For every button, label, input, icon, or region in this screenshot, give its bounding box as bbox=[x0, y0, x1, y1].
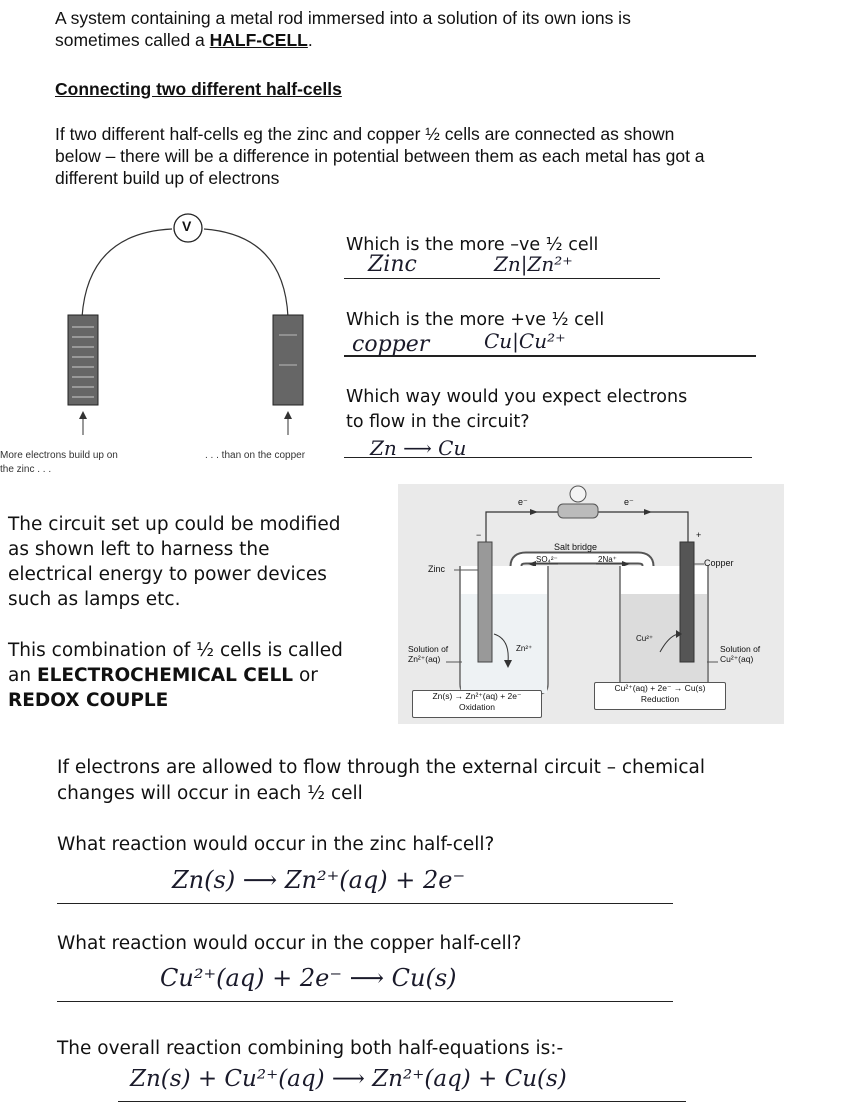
question-electron-flow-2: to flow in the circuit? bbox=[346, 412, 530, 432]
question-electron-flow-1: Which way would you expect electrons bbox=[346, 387, 688, 407]
arrow-up-icon bbox=[284, 411, 292, 419]
cell-text-1: The circuit set up could be modified bbox=[8, 514, 341, 535]
question-zinc-reaction: What reaction would occur in the zinc half-cell? bbox=[57, 834, 495, 855]
answer-line bbox=[344, 277, 660, 279]
para-line-2: below – there will be a difference in potential between them as each metal has got a bbox=[55, 146, 705, 166]
question-positive-cell: Which is the more +ve ½ cell bbox=[346, 310, 605, 330]
section-heading: Connecting two different half-cells bbox=[55, 79, 342, 99]
oxidation-label: Oxidation bbox=[459, 702, 495, 712]
solution-left-1: Solution of bbox=[408, 644, 449, 654]
plus-sign: + bbox=[696, 530, 702, 540]
intro-prefix: sometimes called a bbox=[55, 30, 210, 50]
oxidation-equation: Zn(s) → Zn²⁺(aq) + 2e⁻ bbox=[432, 691, 522, 701]
answer-line bbox=[118, 1100, 686, 1102]
half-cell-term: HALF-CELL bbox=[209, 30, 308, 50]
answer-line bbox=[57, 902, 673, 904]
combination-suffix: or bbox=[293, 665, 318, 686]
reduction-equation: Cu²⁺(aq) + 2e⁻ → Cu(s) bbox=[614, 683, 706, 693]
zinc-rod bbox=[478, 542, 492, 662]
lamp-base bbox=[558, 504, 598, 518]
arrow-right-icon bbox=[530, 509, 538, 515]
combination-line-2 bbox=[8, 665, 318, 687]
cell-text-4: such as lamps etc. bbox=[8, 589, 181, 610]
sodium-label: 2Na⁺ bbox=[598, 555, 617, 564]
para-line-1: If two different half-cells eg the zinc and copper ½ cells are connected as shown bbox=[55, 124, 675, 144]
cell-text-2: as shown left to harness the bbox=[8, 539, 270, 560]
answer-copper-notation: Cu|Cu²⁺ bbox=[484, 329, 566, 353]
solution-right-2: Cu²⁺(aq) bbox=[720, 654, 754, 664]
answer-zinc: Zinc bbox=[368, 252, 417, 277]
question-copper-reaction: What reaction would occur in the copper half-cell? bbox=[57, 933, 522, 954]
answer-zinc-reaction: Zn(s) ⟶ Zn²⁺(aq) + 2e⁻ bbox=[172, 866, 466, 894]
zinc-electrode bbox=[68, 315, 98, 405]
question-negative-cell: Which is the more –ve ½ cell bbox=[346, 235, 599, 255]
sulfate-label: SO₄²⁻ bbox=[536, 555, 558, 564]
answer-copper: copper bbox=[352, 332, 430, 357]
voltmeter-label: V bbox=[182, 218, 192, 234]
redox-couple-term: REDOX COUPLE bbox=[8, 690, 169, 711]
electron-label-right: e⁻ bbox=[624, 497, 634, 507]
zinc-label: Zinc bbox=[428, 564, 446, 574]
cell-text-3: electrical energy to power devices bbox=[8, 564, 327, 585]
electron-label-left: e⁻ bbox=[518, 497, 528, 507]
answer-overall-reaction: Zn(s) + Cu²⁺(aq) ⟶ Zn²⁺(aq) + Cu(s) bbox=[130, 1066, 567, 1092]
right-caption: . . . than on the copper bbox=[205, 450, 306, 461]
intro-line-2 bbox=[55, 30, 313, 51]
arrow-up-icon bbox=[79, 411, 87, 419]
left-caption-1: More electrons build up on bbox=[0, 450, 118, 461]
simple-circuit-diagram bbox=[0, 205, 340, 485]
lower-para-1: If electrons are allowed to flow through the external circuit – chemical bbox=[57, 757, 705, 778]
electrochemical-cell-figure bbox=[398, 484, 784, 724]
copper-label: Copper bbox=[704, 558, 734, 568]
reduction-label: Reduction bbox=[640, 694, 680, 704]
electrochemical-cell-term: ELECTROCHEMICAL CELL bbox=[36, 665, 294, 686]
answer-line bbox=[57, 1000, 673, 1002]
answer-zinc-notation: Zn|Zn²⁺ bbox=[494, 252, 573, 276]
left-caption-2: the zinc . . . bbox=[0, 464, 52, 475]
arrow-right-icon bbox=[644, 509, 652, 515]
copper-rod bbox=[680, 542, 694, 662]
para-line-3: different build up of electrons bbox=[55, 168, 280, 188]
combination-line-1: This combination of ½ cells is called bbox=[8, 640, 343, 661]
intro-suffix: . bbox=[307, 30, 313, 50]
combination-prefix: an bbox=[8, 665, 37, 686]
salt-bridge-label: Salt bridge bbox=[554, 542, 598, 552]
reduction-box bbox=[594, 682, 726, 710]
oxidation-box bbox=[412, 690, 542, 718]
lightbulb-icon bbox=[570, 486, 586, 502]
cell-diagram-svg bbox=[398, 484, 784, 724]
intro-line-1: A system containing a metal rod immersed into a solution of its own ions is bbox=[55, 8, 631, 28]
lower-para-2: changes will occur in each ½ cell bbox=[57, 783, 363, 804]
copper-electrode bbox=[273, 315, 303, 405]
answer-electron-flow: Zn ⟶ Cu bbox=[370, 436, 467, 460]
answer-copper-reaction: Cu²⁺(aq) + 2e⁻ ⟶ Cu(s) bbox=[160, 964, 457, 992]
solution-right-1: Solution of bbox=[720, 644, 761, 654]
zinc-ion-label: Zn²⁺ bbox=[516, 644, 533, 653]
question-overall-reaction: The overall reaction combining both half-equations is:- bbox=[57, 1038, 564, 1059]
solution-left-2: Zn²⁺(aq) bbox=[408, 654, 441, 664]
minus-sign: − bbox=[476, 530, 482, 540]
copper-ion-label: Cu²⁺ bbox=[636, 634, 654, 643]
